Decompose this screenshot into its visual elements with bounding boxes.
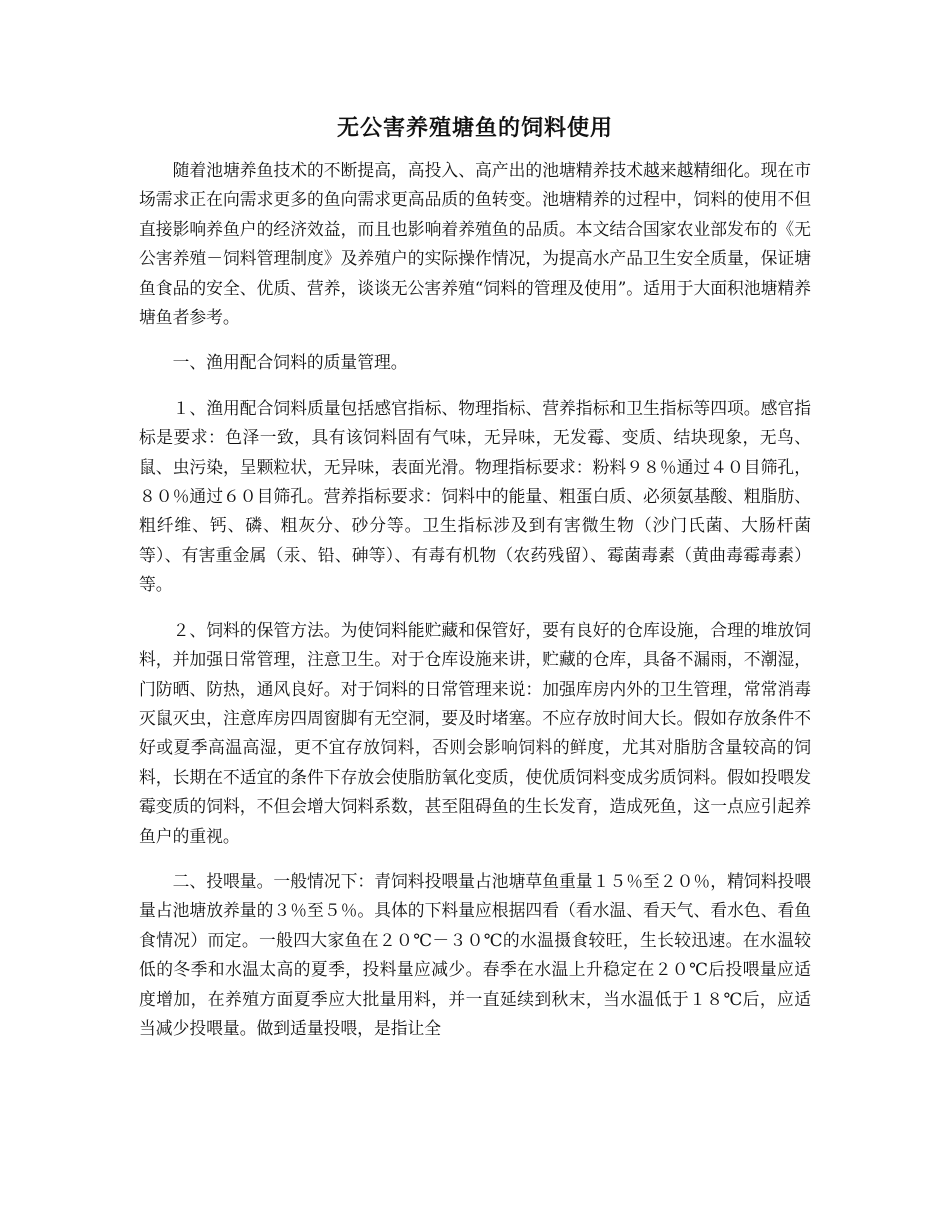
paragraph-quality-indicators: １、渔用配合饲料质量包括感官指标、物理指标、营养指标和卫生指标等四项。感官指标是要求：色泽一致，具有该饲料固有气味，无异味，无发霉、变质、结块现象，无鸟、鼠、虫污染，呈颗粒状，无异味，表面光滑。物理指标要求：粉料９８％通过４０目筛孔，８０％通过６０目筛孔。营养指标要求：饲料中的能量、粗蛋白质、必须氨基酸、粗脂肪、粗纤维、钙、磷、粗灰分、砂分等。卫生指标涉及到有害微生物（沙门氏菌、大肠杆菌等）、有害重金属（汞、铅、砷等）、有毒有机物（农药残留）、霉菌毒素（黄曲毒霉毒素）等。 (139, 397, 811, 595)
section-heading-quality: 一、渔用配合饲料的质量管理。 (172, 352, 408, 373)
paragraph-feeding-amount: 二、投喂量。一般情况下：青饲料投喂量占池塘草鱼重量１５％至２０％，精饲料投喂量占池塘放养量的３％至５％。具体的下料量应根据四看（看水温、看天气、看水色、看鱼食情况）而定。一般四大家鱼在２０℃－３０℃的水温摄食较旺，生长较迅速。在水温较低的冬季和水温太高的夏季，投料量应减少。春季在水温上升稳定在２０℃后投喂量应适度增加，在养殖方面夏季应大批量用料，并一直延续到秋末，当水温低于１８℃后，应适当减少投喂量。做到适量投喂，是指让全 (139, 870, 811, 1038)
paragraph-intro: 随着池塘养鱼技术的不断提高，高投入、高产出的池塘精养技术越来越精细化。现在市场需求正在向需求更多的鱼向需求更高品质的鱼转变。池塘精养的过程中，饲料的使用不但直接影响养鱼户的经济效益，而且也影响着养殖鱼的品质。本文结合国家农业部发布的《无公害养殖－饲料管理制度》及养殖户的实际操作情况，为提高水产品卫生安全质量，保证塘鱼食品的安全、优质、营养，谈谈无公害养殖“饲料的管理及使用”。适用于大面积池塘精养塘鱼者参考。 (139, 160, 811, 328)
document-body (139, 156, 811, 1043)
paragraph-storage-method: ２、饲料的保管方法。为使饲料能贮藏和保管好，要有良好的仓库设施，合理的堆放饲料，并加强日常管理，注意卫生。对于仓库设施来讲，贮藏的仓库，具备不漏雨，不潮湿，门防晒、防热，通风良好。对于饲料的日常管理来说：加强库房内外的卫生管理，常常消毒灭鼠灭虫，注意库房四周窗脚有无空洞，要及时堵塞。不应存放时间大长。假如存放条件不好或夏季高温高湿，更不宜存放饲料，否则会影响饲料的鲜度，尤其对脂肪含量较高的饲料，长期在不适宜的条件下存放会使脂肪氧化变质，使优质饲料变成劣质饲料。假如投喂发霉变质的饲料，不但会增大饲料系数，甚至阻碍鱼的生长发育，造成死鱼，这一点应引起养鱼户的重视。 (139, 619, 811, 846)
document-title: 无公害养殖塘鱼的饲料使用 (336, 116, 613, 141)
